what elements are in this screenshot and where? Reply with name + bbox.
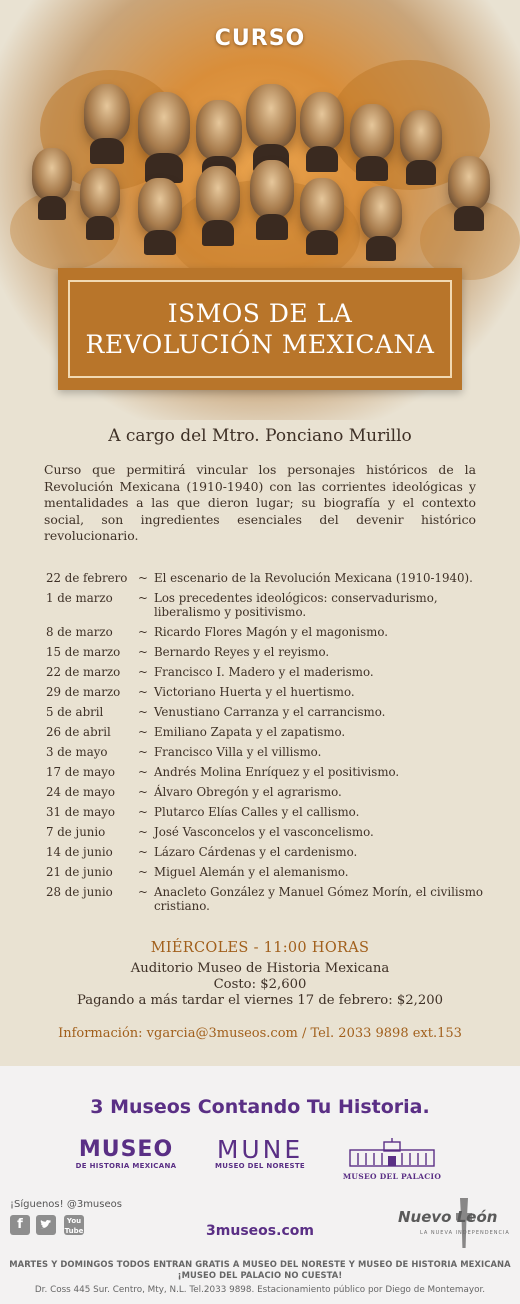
schedule-date: 28 de junio (46, 885, 113, 899)
schedule-separator: ~ (138, 571, 148, 585)
portrait (300, 92, 344, 150)
portrait (84, 84, 130, 142)
schedule-separator: ~ (138, 765, 148, 779)
schedule-separator: ~ (138, 685, 148, 699)
portrait (196, 100, 242, 160)
session-early-cost: Pagando a más tardar el viernes 17 de febrero: $2,200 (76, 993, 444, 1008)
hero-collage (0, 0, 520, 420)
schedule-date: 22 de febrero (46, 571, 128, 585)
logo-museo-subtitle: DE HISTORIA MEXICANA (75, 1162, 177, 1170)
schedule-date: 17 de mayo (46, 765, 116, 779)
schedule-date: 3 de mayo (46, 745, 108, 759)
schedule-topic: Lázaro Cárdenas y el cardenismo. (154, 845, 358, 859)
schedule-date: 22 de marzo (46, 665, 121, 679)
logo-mune[interactable] (212, 1135, 308, 1170)
portrait (448, 156, 490, 210)
schedule-date: 5 de abril (46, 705, 104, 719)
schedule-separator: ~ (138, 865, 148, 879)
portrait (246, 84, 296, 148)
schedule-topic: Bernardo Reyes y el reyismo. (154, 645, 330, 659)
schedule-separator: ~ (138, 725, 148, 739)
schedule-date: 14 de junio (46, 845, 113, 859)
schedule-separator: ~ (138, 645, 148, 659)
schedule-date: 31 de mayo (46, 805, 116, 819)
schedule-topic: Emiliano Zapata y el zapatismo. (154, 725, 346, 739)
schedule-separator: ~ (138, 705, 148, 719)
logo-museo-historia-mexicana[interactable] (74, 1138, 178, 1170)
portrait (350, 104, 394, 160)
schedule-date: 1 de marzo (46, 591, 113, 605)
logo-museo-word: MUSEO (78, 1137, 174, 1162)
schedule-date: 15 de marzo (46, 645, 121, 659)
portrait (32, 148, 72, 200)
schedule-separator: ~ (138, 885, 148, 899)
facebook-icon[interactable]: f (10, 1215, 30, 1235)
logo-mune-word: MUNE (216, 1135, 304, 1164)
session-day-time: MIÉRCOLES - 11:00 HORAS (150, 940, 370, 956)
schedule-date: 26 de abril (46, 725, 111, 739)
schedule-topic: Victoriano Huerta y el huertismo. (154, 685, 355, 699)
schedule-separator: ~ (138, 745, 148, 759)
portrait (138, 92, 190, 158)
footer-title: 3 Museos Contando Tu Historia. (90, 1096, 430, 1118)
schedule-topic: Los precedentes ideológicos: conservadurismo, liberalismo y positivismo. (154, 591, 438, 619)
youtube-icon[interactable]: You Tube (64, 1217, 84, 1235)
logo-museo-del-palacio[interactable] (340, 1138, 444, 1181)
schedule-separator: ~ (138, 785, 148, 799)
portrait (196, 166, 240, 224)
nuevo-leon-logo (398, 1198, 514, 1252)
logo-mune-subtitle: MUSEO DEL NORESTE (214, 1162, 306, 1170)
schedule-topic: Plutarco Elías Calles y el callismo. (154, 805, 360, 819)
course-title-line2: REVOLUCIÓN MEXICANA (85, 330, 435, 359)
schedule-topic: El escenario de la Revolución Mexicana (1910-1940). (154, 571, 473, 585)
course-label: CURSO (214, 26, 306, 51)
title-frame (68, 280, 452, 378)
title-banner (58, 268, 462, 390)
portrait (360, 186, 402, 240)
schedule-separator: ~ (138, 625, 148, 639)
schedule-topic: Francisco Villa y el villismo. (154, 745, 322, 759)
schedule-separator: ~ (138, 845, 148, 859)
free-entry-notice: MARTES Y DOMINGOS TODOS ENTRAN GRATIS A MUSEO DEL NORESTE Y MUSEO DE HISTORIA MEXICANA (9, 1259, 511, 1269)
session-venue: Auditorio Museo de Historia Mexicana (130, 961, 390, 976)
portrait (400, 110, 442, 164)
schedule-separator: ~ (138, 665, 148, 679)
palace-icon (344, 1138, 440, 1168)
portrait (250, 160, 294, 218)
logo-palacio-subtitle: MUSEO DEL PALACIO (342, 1172, 442, 1181)
schedule-date: 24 de mayo (46, 785, 116, 799)
schedule-topic: Ricardo Flores Magón y el magonismo. (154, 625, 388, 639)
schedule-topic: José Vasconcelos y el vasconcelismo. (154, 825, 374, 839)
portrait (300, 178, 344, 234)
address: Dr. Coss 445 Sur. Centro, Mty, N.L. Tel.2033 9898. Estacionamiento público por Diego de Montemayor. (34, 1285, 486, 1295)
schedule-date: 29 de marzo (46, 685, 121, 699)
course-description: Curso que permitirá vincular los personajes históricos de la Revolución Mexicana (1910-1940) con las corrientes ideológicas y mentalidades a las que dieron lugar; su biografía y el contexto social, son ingredientes esenciales del devenir histórico revolucionario. (44, 462, 476, 543)
schedule-separator: ~ (138, 805, 148, 819)
website-link[interactable]: 3museos.com (206, 1223, 314, 1239)
schedule-topic: Miguel Alemán y el alemanismo. (154, 865, 349, 879)
palace-free-notice: ¡MUSEO DEL PALACIO NO CUESTA! (177, 1270, 343, 1280)
schedule-date: 21 de junio (46, 865, 113, 879)
nuevo-leon-wordmark: Nuevo León (398, 1208, 498, 1226)
contact-info[interactable]: Información: vgarcia@3museos.com / Tel. 2033 9898 ext.153 (58, 1026, 462, 1041)
schedule-topic: Anacleto González y Manuel Gómez Morín, el civilismo cristiano. (154, 885, 483, 913)
schedule-topic: Francisco I. Madero y el maderismo. (154, 665, 374, 679)
schedule-topic: Álvaro Obregón y el agrarismo. (154, 785, 342, 799)
course-title-line1: ISMOS DE LA (167, 299, 353, 328)
session-cost: Costo: $2,600 (213, 977, 307, 992)
schedule-date: 8 de marzo (46, 625, 113, 639)
instructor: A cargo del Mtro. Ponciano Murillo (108, 426, 412, 446)
nuevo-leon-tagline: LA NUEVA INDEPENDENCIA (420, 1230, 510, 1236)
portrait (80, 168, 120, 220)
schedule-date: 7 de junio (46, 825, 106, 839)
schedule-separator: ~ (138, 825, 148, 839)
schedule-topic: Venustiano Carranza y el carrancismo. (154, 705, 386, 719)
schedule-topic: Andrés Molina Enríquez y el positivismo. (154, 765, 400, 779)
portrait (138, 178, 182, 234)
schedule-separator: ~ (138, 591, 148, 605)
follow-us: ¡Síguenos! @3museos (10, 1199, 122, 1210)
